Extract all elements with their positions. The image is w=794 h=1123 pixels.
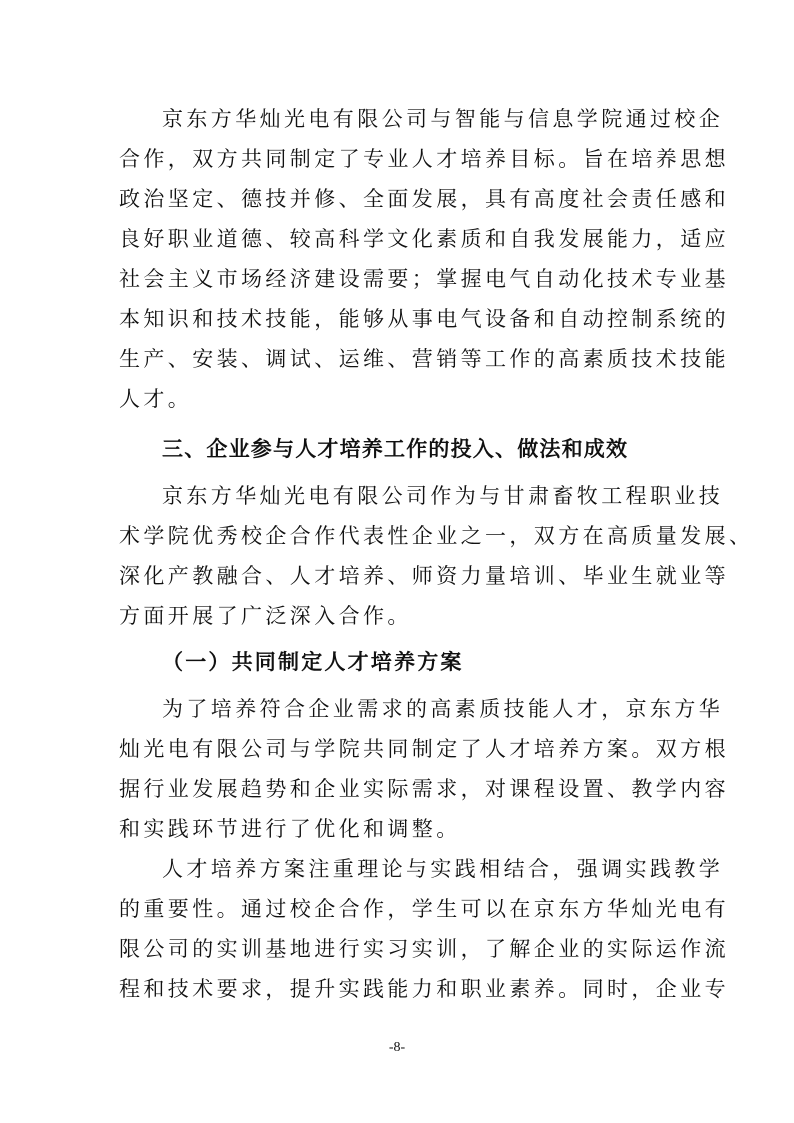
paragraph-1-line-2: 合作，双方共同制定了专业人才培养目标。旨在培养思想 <box>119 147 729 171</box>
paragraph-1-line-4: 良好职业道德、较高科学文化素质和自我发展能力，适应 <box>119 227 729 251</box>
paragraph-1-line-8: 人才。 <box>119 387 193 411</box>
paragraph-3-line-1: 为了培养符合企业需求的高素质技能人才，京东方华 <box>162 697 724 721</box>
paragraph-3-line-4: 和实践环节进行了优化和调整。 <box>119 817 461 841</box>
paragraph-2-line-3: 深化产教融合、人才培养、师资力量培训、毕业生就业等 <box>119 564 729 588</box>
section-heading: 三、企业参与人才培养工作的投入、做法和成效 <box>162 437 629 461</box>
subsection-heading: （一）共同制定人才培养方案 <box>162 650 464 674</box>
paragraph-3-line-2: 灿光电有限公司与学院共同制定了人才培养方案。双方根 <box>119 737 729 761</box>
paragraph-1-line-1: 京东方华灿光电有限公司与智能与信息学院通过校企 <box>162 107 724 131</box>
paragraph-4-line-2: 的重要性。通过校企合作，学生可以在京东方华灿光电有 <box>119 897 729 921</box>
paragraph-4-line-3: 限公司的实训基地进行实习实训，了解企业的实际运作流 <box>119 937 729 961</box>
paragraph-4-line-1: 人才培养方案注重理论与实践相结合，强调实践教学 <box>162 857 724 881</box>
paragraph-2-line-4: 方面开展了广泛深入合作。 <box>119 604 412 628</box>
paragraph-4-line-4: 程和技术要求，提升实践能力和职业素养。同时，企业专 <box>119 977 729 1001</box>
paragraph-1-line-3: 政治坚定、德技并修、全面发展，具有高度社会责任感和 <box>119 187 729 211</box>
paragraph-3-line-3: 据行业发展趋势和企业实际需求，对课程设置、教学内容 <box>119 777 729 801</box>
paragraph-1-line-5: 社会主义市场经济建设需要；掌握电气自动化技术专业基 <box>119 267 729 291</box>
paragraph-1-line-6: 本知识和技术技能，能够从事电气设备和自动控制系统的 <box>119 307 729 331</box>
paragraph-2-line-2: 术学院优秀校企合作代表性企业之一，双方在高质量发展、 <box>119 524 754 548</box>
paragraph-1-line-7: 生产、安装、调试、运维、营销等工作的高素质技术技能 <box>119 347 729 371</box>
paragraph-2-line-1: 京东方华灿光电有限公司作为与甘肃畜牧工程职业技 <box>162 484 724 508</box>
page-number: -8- <box>388 1040 406 1055</box>
